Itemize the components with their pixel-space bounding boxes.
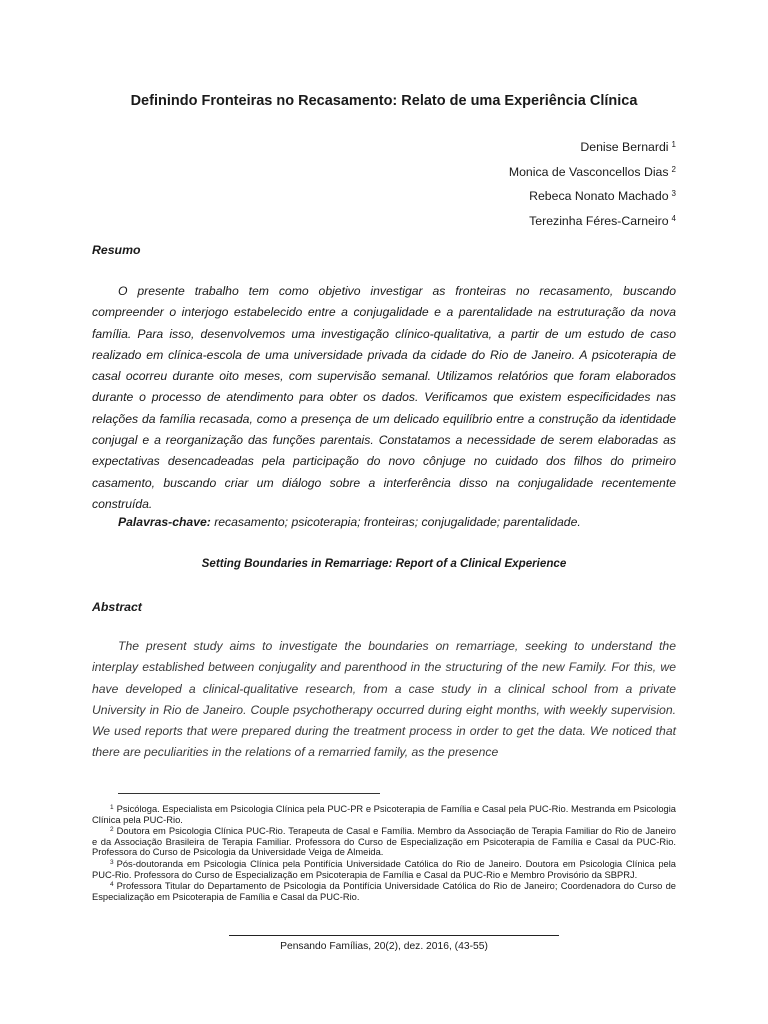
english-title: Setting Boundaries in Remarriage: Report of a Clinical Experience	[201, 557, 567, 570]
footnote-text: Psicóloga. Especialista em Psicologia Clínica pela PUC-PR e Psicoterapia de Família e Casal pela PUC-Rio. Mestranda em Psicologia Clínica pela PUC-Rio.	[92, 804, 676, 825]
author-name: Monica de Vasconcellos Dias	[508, 164, 669, 179]
footnote-marker: 4	[110, 881, 114, 889]
author-list	[509, 134, 676, 232]
author-note-marker: 3	[671, 189, 676, 198]
author-note-marker: 2	[671, 164, 676, 174]
author-name: Rebeca Nonato Machado	[529, 189, 669, 203]
author-1	[509, 134, 676, 159]
footnote-marker: 2	[110, 826, 114, 834]
footnote-text: Professora Titular do Departamento de Psicologia da Pontifícia Universidade Católica do Rio de Janeiro; Coordenadora do Curso de Especialização em Psicoterapia de Família e Casal da PUC-Rio.	[92, 881, 676, 902]
footnote-text: Doutora em Psicologia Clínica PUC-Rio. Terapeuta de Casal e Família. Membro da Associação de Terapia Familiar do Rio de Janeiro e da Associação Brasileira de Terapia Familiar. Professora do Curso de Especialização em Psicoterapia de Família e Casal da PUC-Rio. Professora do Curso de Psicologia da Universidade Veiga de Almeida.	[92, 826, 676, 858]
footnotes	[92, 803, 676, 902]
resumo-heading: Resumo	[92, 243, 141, 257]
keywords-label: Palavras-chave:	[118, 515, 211, 529]
author-2	[509, 159, 676, 184]
footnote-marker: 1	[110, 804, 114, 811]
footnote-separator	[118, 793, 380, 794]
footnote-4	[92, 880, 676, 902]
footnote-3	[92, 858, 676, 880]
author-3	[509, 183, 676, 208]
resumo-body	[92, 281, 676, 515]
abstract-body	[92, 636, 676, 764]
author-4	[509, 208, 676, 233]
author-note-marker: 1	[671, 140, 676, 149]
abstract-heading: Abstract	[92, 600, 142, 614]
footnote-2	[92, 825, 676, 858]
footnote-marker: 3	[110, 858, 114, 866]
footnote-1	[92, 803, 676, 825]
keywords-text: recasamento; psicoterapia; fronteiras; conjugalidade; parentalidade.	[214, 515, 581, 529]
journal-reference: Pensando Famílias, 20(2), dez. 2016, (43-55)	[280, 941, 488, 952]
abstract-paragraph: The present study aims to investigate the boundaries on remarriage, seeking to understand the interplay established between conjugality and parenthood in the structuring of the new Family. For this, we have developed a clinical-qualitative research, from a case study in a clinical school from a private University in Rio de Janeiro. Couple psychotherapy occurred during eight months, with weekly supervision. We used reports that were prepared during the treatment process in order to get the data. We noticed that there are peculiarities in the relations of a remarried family, as the presence	[92, 639, 676, 760]
footer-rule	[229, 935, 559, 936]
resumo-paragraph: O presente trabalho tem como objetivo investigar as fronteiras no recasamento, buscando compreender o interjogo estabelecido entre a conjugalidade e a parentalidade na estruturação da nova família. Para isso, desenvolvemos uma investigação clínico-qualitativa, a partir de um estudo de caso realizado em clínica-escola de uma universidade privada da cidade do Rio de Janeiro. A psicoterapia de casal ocorreu durante oito meses, com supervisão semanal. Utilizamos relatórios que foram elaborados durante o processo de atendimento para obter os dados. Verificamos que existem especificidades nas relações da família recasada, como a presença de um delicado equilíbrio entre a construção da identidade conjugal e a reorganização das funções parentais. Constatamos a necessidade de serem elaboradas as expectativas desencadeadas pela participação do novo cônjuge no cuidado dos filhos do primeiro casamento, buscando criar um diálogo sobre a interferência disso na conjugalidade recentemente construída.	[92, 284, 676, 511]
footnote-text: Pós-doutoranda em Psicologia Clínica pela Pontifícia Universidade Católica do Rio de Janeiro. Doutora em Psicologia Clínica pela PUC-Rio. Professora do Curso de Especialização em Psicoterapia de Família e Casal da PUC-Rio e Membro Provisório da SBPRJ.	[92, 858, 676, 880]
paper-title: Definindo Fronteiras no Recasamento: Relato de uma Experiência Clínica	[130, 93, 638, 109]
author-note-marker: 4	[671, 213, 676, 223]
author-name: Denise Bernardi	[580, 140, 669, 154]
author-name: Terezinha Féres-Carneiro	[529, 213, 669, 228]
keywords-line	[118, 514, 581, 530]
